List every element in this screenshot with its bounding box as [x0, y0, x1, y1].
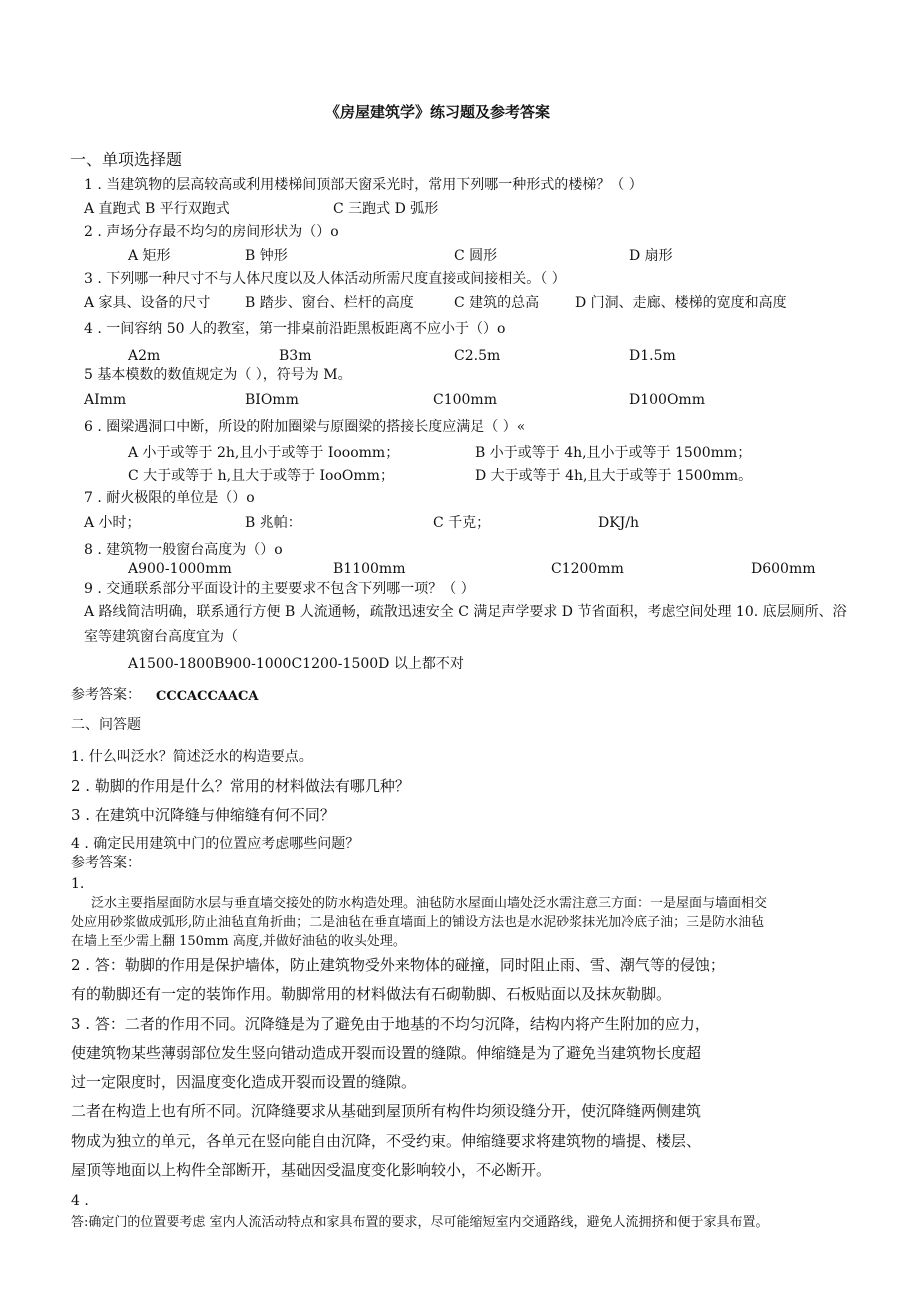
answers-label: 参考答案： [71, 855, 141, 871]
q2-option-d: D 扇形 [629, 248, 673, 264]
q6-option-d: D 大于或等于 4h,且大于或等于 1500mm。 [475, 468, 753, 484]
question-2: 2 . 勒脚的作用是什么？常用的材料做法有哪几种？ [71, 777, 410, 795]
answer-2-line1: 2 . 答：勒脚的作用是保护墙体，防止建筑物受外来物体的碰撞，同时阻止雨、雪、潮气等的侵蚀； [71, 956, 725, 974]
answer-4-number: 4 . [71, 1193, 89, 1209]
q3-option-a: A 家具、设备的尺寸 [84, 295, 211, 311]
q8-option-c: C1200mm [551, 561, 624, 577]
answer-3-line2: 使建筑物某些薄弱部位发生竖向错动造成开裂而设置的缝隙。伸缩缝是为了避免当建筑物长度超 [71, 1044, 702, 1062]
q9-options-line1: A 路线简洁明确，联系通行方便 B 人流通畅，疏散迅速安全 C 满足声学要求 D 节省面积，考虑空间处理 10. 底层厕所、浴 [84, 604, 847, 620]
answer-3-line5: 物成为独立的单元，各单元在竖向能自由沉降，不受约束。伸缩缝要求将建筑物的墙提、楼层、 [71, 1132, 702, 1150]
answer-1-line1: 泛水主要指屋面防水层与垂直墙交接处的防水构造处理。油毡防水屋面山墙处泛水需注意三方面：一是屋面与墙面相交 [91, 896, 768, 911]
answer-3-line6: 屋顶等地面以上构件全部断开，基础因受温度变化影响较小，不必断开。 [71, 1161, 552, 1179]
answer-3-line4: 二者在构造上也有所不同。沉降缝要求从基础到屋顶所有构件均须设缝分开，使沉降缝两侧建筑 [71, 1102, 702, 1120]
q5-option-c: C100mm [433, 392, 497, 408]
q5-stem: 5 基本模数的数值规定为（ ），符号为 M。 [84, 367, 352, 383]
q7-stem: 7 . 耐火极限的单位是（）o [84, 490, 255, 506]
q6-option-a: A 小于或等于 2h,且小于或等于 Iooomm； [128, 445, 400, 461]
q4-option-b: B3m [279, 348, 312, 364]
q5-option-a: AImm [84, 392, 127, 408]
q4-option-c: C2.5m [454, 348, 501, 364]
q9-options-line2: 室等建筑窗台高度宜为（ [84, 629, 238, 645]
q6-option-b: B 小于或等于 4h,且小于或等于 1500mm； [475, 445, 752, 461]
q9-stem: 9 . 交通联系部分平面设计的主要要求不包含下列哪一项？（ ） [84, 581, 475, 597]
answer-value: CCCACCAACA [156, 689, 259, 704]
q10-options: A1500-1800B900-1000C1200-1500D 以上都不对 [128, 656, 464, 672]
answer-3-line3: 过一定限度时，因温度变化造成开裂而设置的缝隙。 [71, 1073, 417, 1091]
section1-heading: 一、单项选择题 [70, 150, 183, 169]
question-3: 3 . 在建筑中沉降缝与伸缩缝有何不同？ [71, 806, 335, 824]
q5-option-d: D100Omm [629, 392, 705, 408]
answer-label: 参考答案： [71, 687, 141, 703]
q2-option-c: C 圆形 [454, 248, 498, 264]
q8-option-b: B1100mm [333, 561, 406, 577]
q2-stem: 2 . 声场分存最不均匀的房间形状为（）o [84, 224, 339, 240]
question-1: 1. 什么叫泛水？简述泛水的构造要点。 [71, 749, 313, 765]
q3-option-c: C 建筑的总高 [454, 295, 540, 311]
q1-options-ab: A 直跑式 B 平行双跑式 [84, 201, 230, 217]
q4-option-d: D1.5m [629, 348, 676, 364]
q8-stem: 8 . 建筑物一般窗台高度为（）o [84, 542, 283, 558]
q6-option-c: C 大于或等于 h,且大于或等于 IooOmm； [128, 468, 394, 484]
q1-stem: 1 . 当建筑物的层高较高或利用楼梯间顶部天窗采光时，常用下列哪一种形式的楼梯？（ ） [84, 177, 643, 193]
q1-options-cd: C 三跑式 D 弧形 [333, 201, 439, 217]
page-title: 《房屋建筑学》练习题及参考答案 [325, 103, 551, 121]
q4-stem: 4 . 一间容纳 50 人的教室，第一排桌前沿距黑板距离不应小于（）o [84, 321, 506, 337]
q2-option-a: A 矩形 [128, 248, 171, 264]
answer-1-line3: 在墙上至少需上翻 150mm 高度,并做好油毡的收头处理。 [71, 934, 406, 949]
section2-heading: 二、问答题 [71, 717, 141, 733]
question-4: 4 . 确定民用建筑中门的位置应考虑哪些问题？ [71, 836, 360, 852]
q8-option-a: A900-1000mm [128, 561, 232, 577]
answer-4-line1: 答:确定门的位置要考虑 室内人流活动特点和家具布置的要求，尽可能缩短室内交通路线，避免人流拥挤和便于家具布置。 [71, 1215, 769, 1230]
q3-option-d: D 门洞、走廊、楼梯的宽度和高度 [575, 295, 787, 311]
answer-1-line2: 处应用砂浆做成弧形,防止油毡直角折曲；二是油毡在垂直墙面上的铺设方法也是水泥砂浆抹光加冷底子油；三是防水油毡 [71, 915, 765, 930]
q4-option-a: A2m [128, 348, 161, 364]
q7-option-a: A 小时； [84, 515, 141, 531]
q7-option-c: C 千克； [433, 515, 491, 531]
answer-3-line1: 3 . 答：二者的作用不同。沉降缝是为了避免由于地基的不均匀沉降，结构内将产生附加的应力， [71, 1015, 710, 1033]
answer-2-line2: 有的勒脚还有一定的装饰作用。勒脚常用的材料做法有石砌勒脚、石板贴面以及抹灰勒脚。 [71, 985, 672, 1003]
q8-option-d: D600mm [751, 561, 816, 577]
q5-option-b: BIOmm [245, 392, 299, 408]
answer-1-number: 1. [71, 876, 85, 892]
q3-option-b: B 踏步、窗台、栏杆的高度 [245, 295, 414, 311]
q2-option-b: B 钟形 [245, 248, 288, 264]
q7-option-b: B 兆帕： [245, 515, 302, 531]
q3-stem: 3 . 下列哪一种尺寸不与人体尺度以及人体活动所需尺度直接或间接相关。（ ） [84, 271, 566, 287]
q7-option-d: DKJ/h [598, 515, 640, 531]
q6-stem: 6 . 圈梁遇洞口中断，所设的附加圈梁与原圈梁的搭接长度应满足（ ）« [84, 419, 526, 435]
